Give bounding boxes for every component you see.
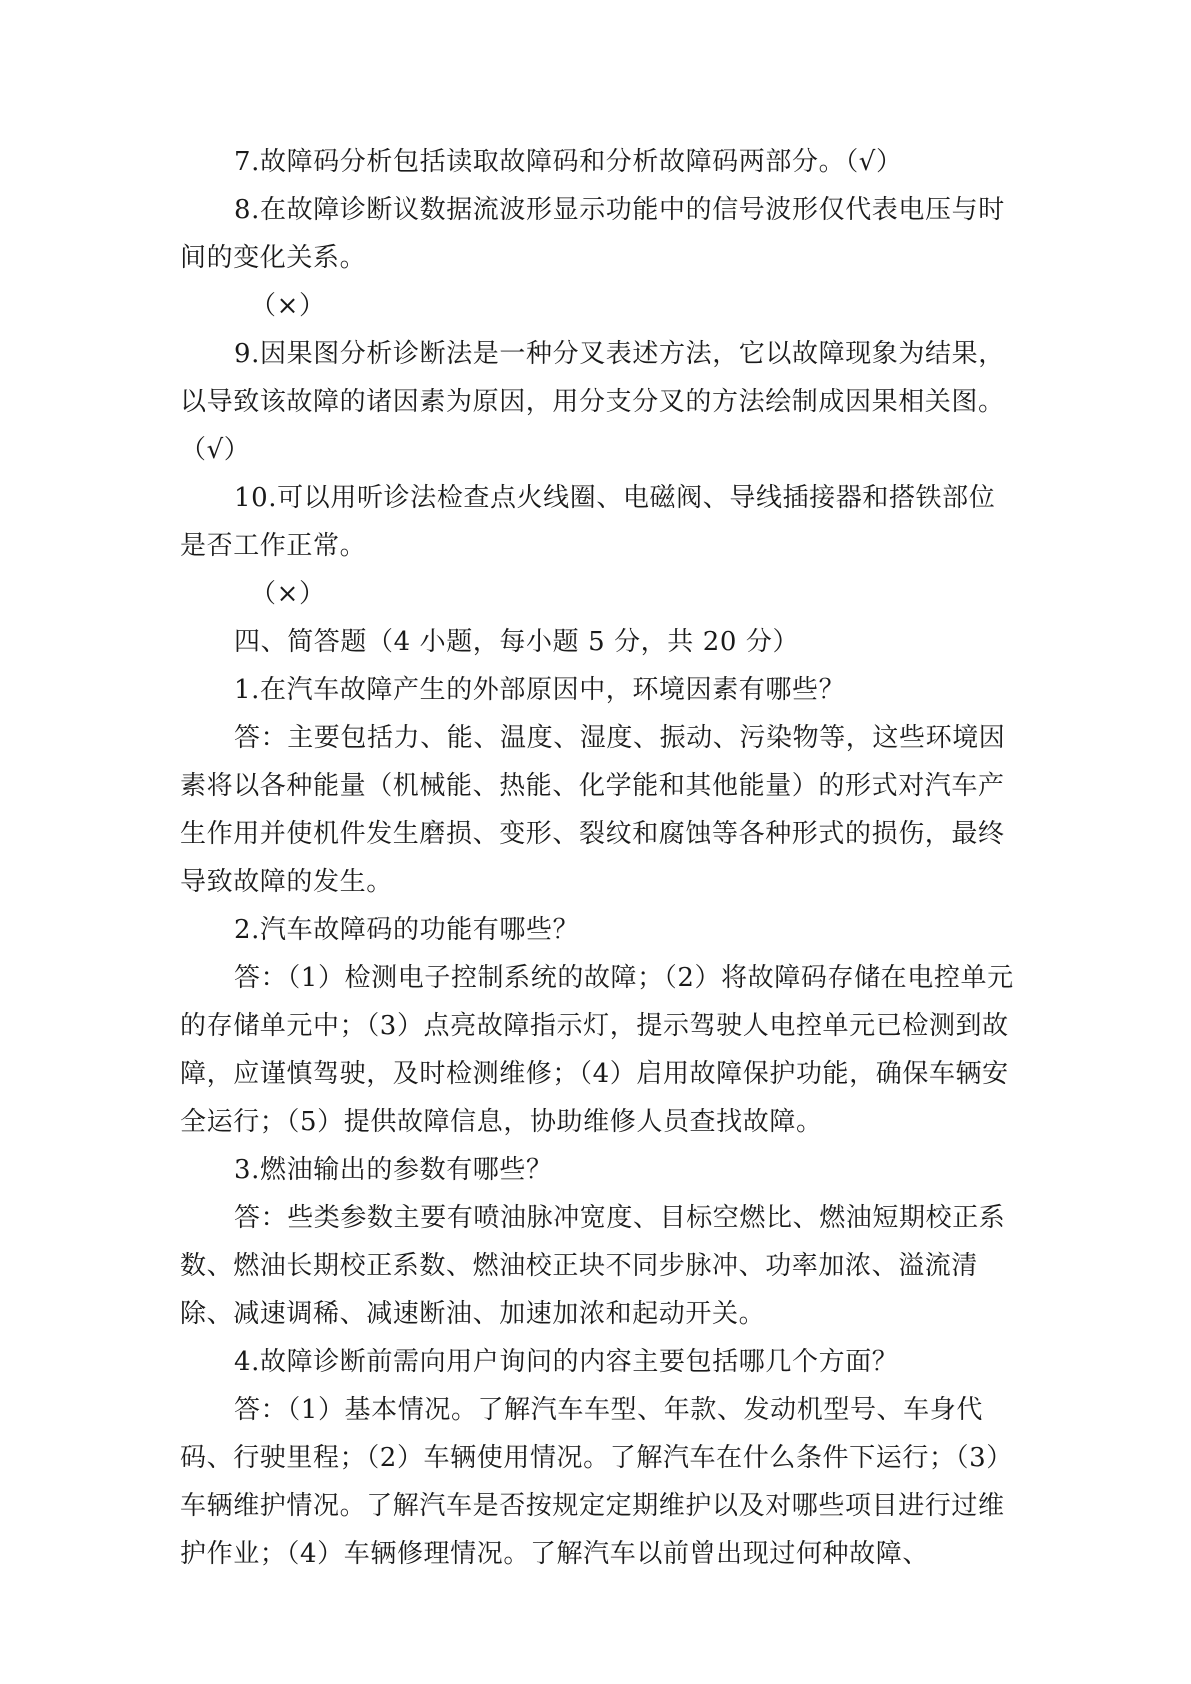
answer-2: 答：（1）检测电子控制系统的故障；（2）将故障码存储在电控单元的存储单元中；（3）点亮故障指示灯，提示驾驶人电控单元已检测到故障，应谨慎驾驶，及时检测维修；（4）启用故障保护功能，确保车辆安全运行；（5）提供故障信息，协助维修人员查找故障。 (180, 963, 1014, 1137)
paragraph-q7: 7.故障码分析包括读取故障码和分析故障码两部分。（√） (234, 147, 903, 177)
answer-4: 答：（1）基本情况。了解汽车车型、年款、发动机型号、车身代码、行驶里程；（2）车辆使用情况。了解汽车在什么条件下运行；（3）车辆维护情况。了解汽车是否按规定定期维护以及对哪些项目进行过维护作业；（4）车辆修理情况。了解汽车以前曾出现过何种故障、 (180, 1395, 1013, 1569)
question-1: 1.在汽车故障产生的外部原因中，环境因素有哪些？ (234, 675, 846, 705)
section-heading: 四、简答题（4 小题，每小题 5 分，共 20 分） (234, 627, 800, 657)
paragraph-q9: 9.因果图分析诊断法是一种分叉表述方法，它以故障现象为结果，以导致该故障的诸因素为原因，用分支分叉的方法绘制成因果相关图。 (180, 339, 1005, 417)
paragraph-q8: 8.在故障诊断议数据流波形显示功能中的信号波形仅代表电压与时间的变化关系。 (180, 195, 1005, 273)
question-2: 2.汽车故障码的功能有哪些？ (234, 915, 580, 945)
document-body (180, 138, 1020, 1578)
answer-mark-q8: （×） (250, 291, 326, 321)
question-3: 3.燃油输出的参数有哪些？ (234, 1155, 553, 1185)
question-4: 4.故障诊断前需向用户询问的内容主要包括哪几个方面？ (234, 1347, 899, 1377)
answer-mark-q10: （×） (250, 579, 326, 609)
answer-1: 答：主要包括力、能、温度、湿度、振动、污染物等，这些环境因素将以各种能量（机械能、热能、化学能和其他能量）的形式对汽车产生作用并使机件发生磨损、变形、裂纹和腐蚀等各种形式的损伤，最终导致故障的发生。 (180, 723, 1006, 897)
paragraph-q10: 10.可以用听诊法检查点火线圈、电磁阀、导线插接器和搭铁部位是否工作正常。 (180, 483, 996, 561)
answer-mark-q9: （√） (180, 435, 251, 465)
answer-3: 答：些类参数主要有喷油脉冲宽度、目标空燃比、燃油短期校正系数、燃油长期校正系数、燃油校正块不同步脉冲、功率加浓、溢流清除、减速调稀、减速断油、加速加浓和起动开关。 (180, 1203, 1006, 1329)
